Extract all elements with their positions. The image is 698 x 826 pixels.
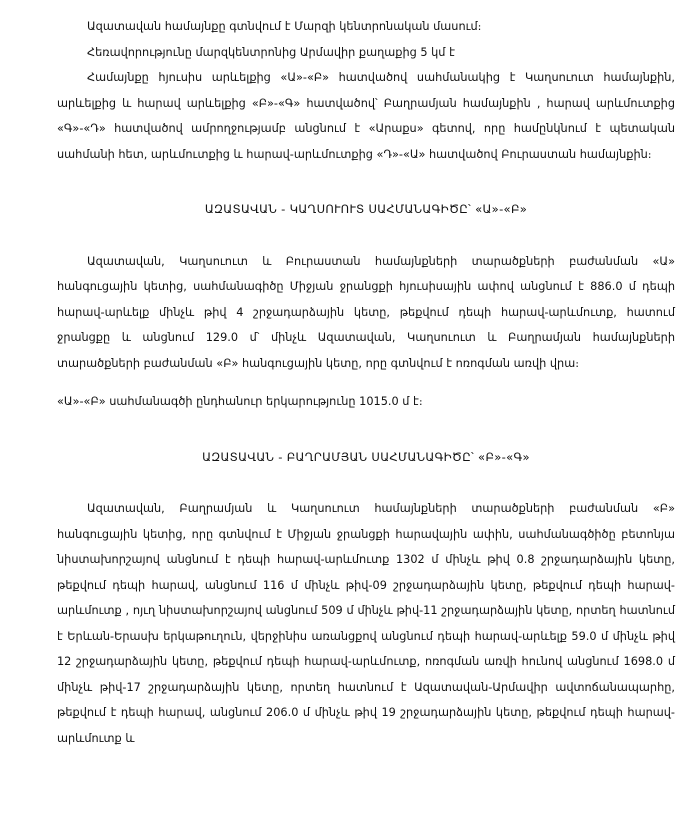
paragraph-2: Հեռավորությունը մարզկենտրոնից Արմավիր քաղաքից 5 կմ է — [87, 45, 455, 59]
spacer-before-heading-2 — [57, 415, 675, 445]
document-body — [57, 14, 675, 751]
paragraph-6: Ազատավան, Բաղրամյան և Կաղսուուտ համայնքների տարածքների բաժանման «Բ» հանգուցային կետից, որը գտնվում է Միջյան ջրանցքի հարավային ափին, սահմանագծիծը բետոնյա նիստախորշայով անցնում է դեպի հարավ-արևմուտք 1302 մ մինչև թիվ 0.8 շրջադարձային կետը, թեքվում դեպի հարավ, անցնում 116 մ մինչև թիվ-09 շրջադարձային կետը, թեքվում դեպի հարավ-արևմուտք , ոյւղ նիստախորշայով անցնում 509 մ մինչև թիվ-11 շրջադարձային կետը, որտեղ հատնում է Երևան-Երասխ երկաթուղուն, վերջինիս առանցքով անցնում դեպի հարավ-արևելք 59.0 մ մինչև թիվ 12 շրջադարձային կետը, թեքվում դեպի հարավ-արևմուտք, ոռոգման առվի հունով անցնում 1698.0 մ մինչև թիվ-17 շրջադարձային կետը, որտեղ հատնում է Ազատավան-Արմավիր ավտոճանապարհը, թեքվում է դեպի հարավ, անցնում 206.0 մ մինչև թիվ 19 շրջադարձային կետը, թեքվում դեպի հարավ-արևմուտք և — [57, 502, 675, 745]
section-heading-2: ԱԶԱՏԱՎԱՆ - ԲԱՂՐԱՄՅԱՆ ՍԱՀՄԱՆԱԳԻԾԸ՝ «Բ»-«Գ» — [202, 449, 530, 464]
spacer-before-heading-1 — [57, 167, 675, 197]
spacer-after-heading-2 — [57, 470, 675, 496]
paragraph-1: Ազատավան համայնքը գտնվում է Մարզի կենտրոնական մասում։ — [87, 20, 482, 33]
section-heading-1: ԱԶԱՏԱՎԱՆ - ԿԱՂՍՈՒՈՒՏ ՍԱՀՄԱՆԱԳԻԾԸ՝ «Ա»-«Բ» — [204, 202, 528, 216]
spacer-before-paragraph-5 — [57, 376, 675, 389]
paragraph-3: Համայնքը հյուսիս արևելքից «Ա»-«Բ» հատվածով սահմանակից է Կաղսուուտ համայնքին, արևելքից և հարավ արևելքից «Բ»-«Գ» հատվածով՝ Բաղրամյան համայնքին , հարավ արևմուտքից «Գ»-«Դ» հատվածով ամրողջությամբ անցնում է «Արաքս» գետով, որը համընկնում է պետական սահմանի հետ, արևմուտքից և հարավ-արևմուտքից «Դ»-«Ա» հատվածով Բուրաստան համայնքին։ — [57, 71, 675, 161]
spacer-after-heading-1 — [57, 223, 675, 249]
paragraph-4: Ազատավան, Կաղսուուտ և Բուրաստան համայնքների տարածքների բաժանման «Ա» հանգուցային կետից, սահմանագիծը Միջյան ջրանցքի հյուսիսային ափով անցնում է 886.0 մ դեպի հարավ-արևելք մինչև թիվ 4 շրջադարձային կետը, թեքվում դեպի հարավ-արևմուտք, հատում ջրանցքը և անցնում 129.0 մ՝ մինչև Ազատավան, Կաղսուուտ և Բաղրամյան համայնքների տարածքների բաժանման «Բ» հանգուցային կետը, որը գտնվում է ոռոգման առվի վրա։ — [57, 254, 675, 370]
paragraph-5: «Ա»-«Բ» սահմանագծի ընդհանուր երկարությունը 1015.0 մ է։ — [57, 395, 423, 408]
